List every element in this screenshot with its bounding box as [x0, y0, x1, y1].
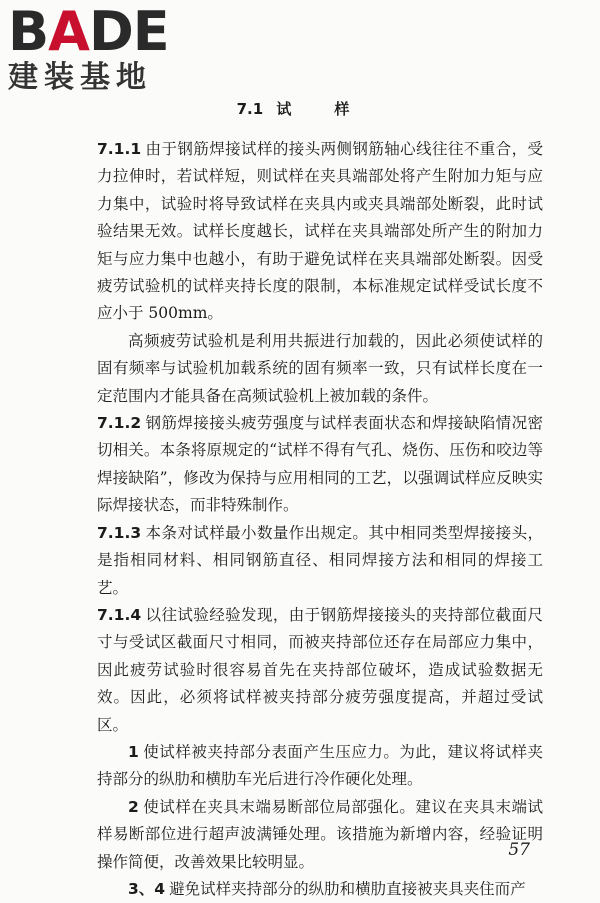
section-title: 试 样 [276, 100, 364, 118]
paragraph-7-1-4 [97, 602, 543, 739]
paragraph-text: 避免试样夹持部分的纵肋和横肋直接被夹具夹住而产 [169, 879, 526, 898]
paragraph-7-1-1 [97, 136, 543, 328]
paragraph-text: 使试样在夹具末端易断部位局部强化。建议在夹具末端试样易断部位进行超声波满锤处理。该措施为新增内容，经验证明操作简便，改善效果比较明显。 [97, 797, 543, 871]
page-number: 57 [508, 840, 530, 860]
paragraph-text: 以往试验经验发现，由于钢筋焊接接头的夹持部位截面尺寸与受试区截面尺寸相同，而被夹持部位还存在局部应力集中，因此疲劳试验时很容易首先在夹持部位破坏，造成试验数据无效。因此，必须将试样被夹持部分疲劳强度提高，并超过受试区。 [97, 605, 543, 734]
document-body [97, 136, 543, 903]
list-item-2 [97, 794, 543, 876]
list-item-3-4 [97, 876, 543, 903]
paragraph-7-1-2 [97, 410, 543, 520]
paragraph-text: 钢筋焊接接头疲劳强度与试样表面状态和焊接缺陷情况密切相关。本条将原规定的“试样不得有气孔、烧伤、压伤和咬边等焊接缺陷”，修改为保持与应用相同的工艺，以强调试样应反映实际焊接状态，而非特殊制作。 [97, 414, 543, 515]
item-number: 2 [128, 797, 139, 816]
list-item-1 [97, 739, 543, 794]
clause-number: 7.1.3 [97, 523, 142, 542]
clause-number: 7.1.4 [97, 605, 142, 624]
paragraph-text: 由于钢筋焊接试样的接头两侧钢筋轴心线往往不重合，受力拉伸时，若试样短，则试样在夹具端部处将产生附加力矩与应力集中，试验时将导致试样在夹具内或夹具端部处断裂，此时试验结果无效。试样长度越长，试样在夹具端部处所产生的附加力矩与应力集中也越小，有助于避免试样在夹具端部处断裂。因受疲劳试验机的试样夹持长度的限制，本标准规定试样受试长度不应小于 500mm。 [97, 140, 543, 323]
item-number: 3、4 [128, 879, 166, 898]
clause-number: 7.1.2 [97, 414, 142, 433]
logo-subtitle: 建装基地 [8, 60, 152, 95]
logo-wordmark: BADE [8, 0, 169, 63]
paragraph-text: 高频疲劳试验机是利用共振进行加载的，因此必须使试样的固有频率与试验机加载系统的固有频率一致，只有试样长度在一定范围内才能具备在高频试验机上被加载的条件。 [97, 331, 543, 405]
paragraph-text: 本条对试样最小数量作出规定。其中相同类型焊接接头，是指相同材料、相同钢筋直径、相同焊接方法和相同的焊接工艺。 [97, 523, 543, 597]
section-number: 7.1 [236, 100, 264, 118]
clause-number: 7.1.1 [97, 140, 142, 158]
item-number: 1 [128, 742, 139, 761]
paragraph-text: 使试样被夹持部分表面产生压应力。为此，建议将试样夹持部分的纵肋和横肋车光后进行冷作硬化处理。 [97, 742, 543, 789]
logo [8, 0, 188, 95]
paragraph-high-frequency [97, 328, 543, 410]
section-heading [0, 98, 600, 119]
paragraph-7-1-3 [97, 520, 543, 602]
